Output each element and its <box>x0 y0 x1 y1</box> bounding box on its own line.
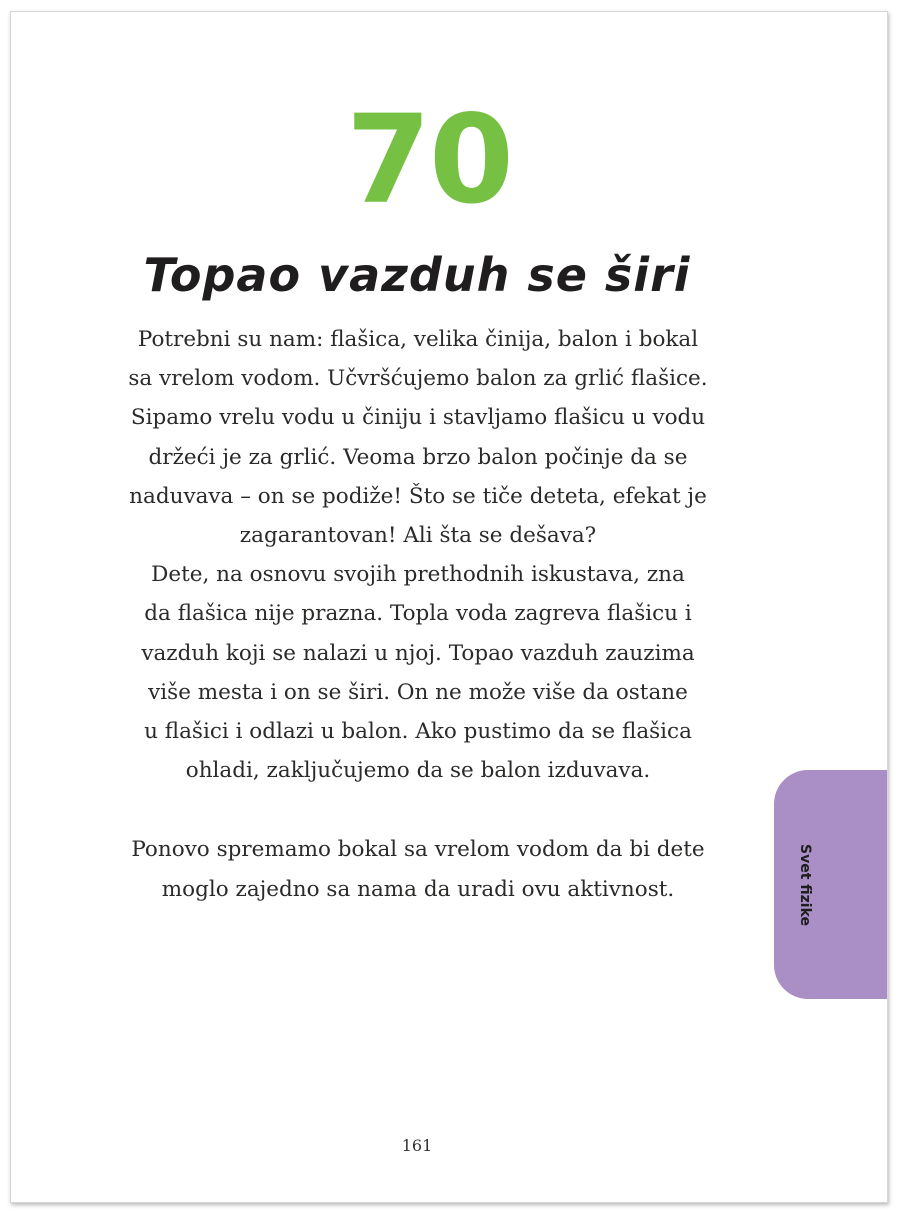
paragraph-followup: Ponovo spremamo bokal sa vrelom vodom da bi dete moglo zajedno sa nama da uradi ovu aktivnost. <box>131 837 705 902</box>
body-text <box>71 320 765 909</box>
section-tab <box>774 770 887 999</box>
activity-number: 70 <box>346 89 512 231</box>
section-tab-text: Svet fizike <box>797 843 813 926</box>
paragraph-explanation: Dete, na osnovu svojih prethodnih iskustava, zna da flašica nije prazna. Topla voda zagreva flašicu i vazduh koji se nalazi u njoj. Topao vazduh zauzima više mesta i on se širi. On ne može više da ostane u flašici i odlazi u balon. Ako pustimo da se flašica ohladi, zaključujemo da se balon izduvava. <box>141 562 695 784</box>
page-number: 161 <box>401 1136 433 1155</box>
paragraph-spacer <box>71 790 765 830</box>
activity-title: Topao vazduh se širi <box>143 248 691 302</box>
book-page <box>11 12 887 1202</box>
paragraph-instructions: Potrebni su nam: flašica, velika činija, balon i bokal sa vrelom vodom. Učvršćujemo balon za grlić flašice. Sipamo vrelu vodu u činiju i stavljamo flašicu u vodu držeći je za grlić. Veoma brzo balon počinje da se naduvava – on se podiže! Što se tiče deteta, efekat je zagarantovan! Ali šta se dešava? <box>128 327 708 549</box>
